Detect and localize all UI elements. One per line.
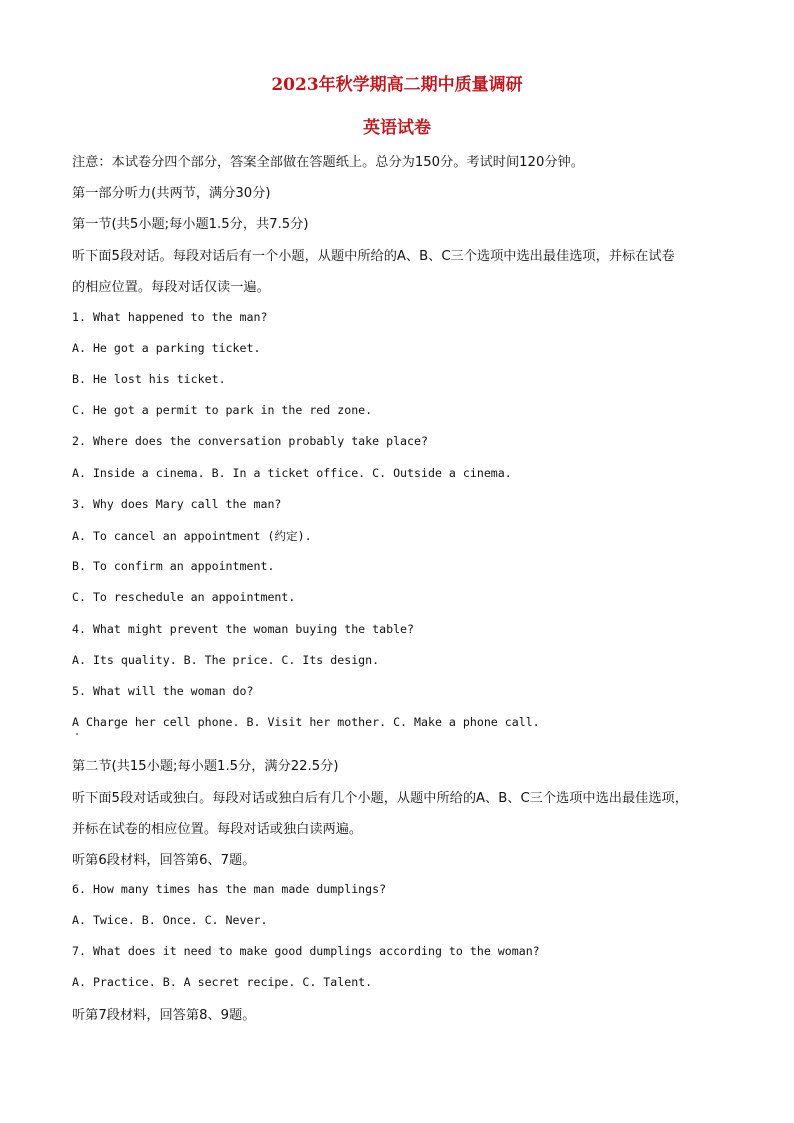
question-4: 4. What might prevent the woman buying the table? — [72, 622, 415, 636]
question-2: 2. Where does the conversation probably take place? — [72, 434, 428, 448]
section-two-directions: 听下面5段对话或独白。每段对话或独白后有几个小题，从题中所给的A、B、C三个选项中选出最佳选项， — [72, 791, 688, 806]
section-one-directions: 听下面5段对话。每段对话后有一个小题，从题中所给的A、B、C三个选项中选出最佳选项，并标在试卷 — [72, 249, 675, 264]
question-3: 3. Why does Mary call the man? — [72, 497, 282, 511]
section-two-directions-cont: 并标在试卷的相应位置。每段对话或独白读两遍。 — [72, 822, 363, 837]
material-6-heading: 听第6段材料，回答第6、7题。 — [72, 853, 256, 868]
option-1a: A. He got a parking ticket. — [72, 341, 261, 355]
stray-mark — [76, 733, 78, 735]
question-6: 6. How many times has the man made dumplings? — [72, 882, 387, 896]
option-3b: B. To confirm an appointment. — [72, 559, 275, 573]
options-7: A. Practice. B. A secret recipe. C. Talent. — [72, 975, 373, 989]
section-one-directions-cont: 的相应位置。每段对话仅读一遍。 — [72, 280, 270, 295]
option-1b: B. He lost his ticket. — [72, 372, 226, 386]
material-7-heading: 听第7段材料，回答第8、9题。 — [72, 1008, 256, 1023]
question-7: 7. What does it need to make good dumplings according to the woman? — [72, 944, 540, 958]
question-1: 1. What happened to the man? — [72, 310, 268, 324]
options-4: A. Its quality. B. The price. C. Its design. — [72, 653, 380, 667]
option-3a: A. To cancel an appointment (约定). — [72, 529, 312, 543]
options-2: A. Inside a cinema. B. In a ticket office. C. Outside a cinema. — [72, 466, 512, 480]
exam-title: 2023年秋学期高二期中质量调研 — [271, 75, 523, 95]
options-5: A Charge her cell phone. B. Visit her mother. C. Make a phone call. — [72, 715, 540, 729]
question-5: 5. What will the woman do? — [72, 684, 254, 698]
exam-subtitle: 英语试卷 — [363, 118, 431, 138]
option-1c: C. He got a permit to park in the red zone. — [72, 403, 373, 417]
option-3c: C. To reschedule an appointment. — [72, 590, 296, 604]
options-6: A. Twice. B. Once. C. Never. — [72, 913, 268, 927]
part-one-heading: 第一部分听力(共两节，满分30分) — [72, 186, 271, 201]
section-two-heading: 第二节(共15小题;每小题1.5分，满分22.5分) — [72, 759, 339, 774]
instructions-note: 注意：本试卷分四个部分，答案全部做在答题纸上。总分为150分。考试时间120分钟。 — [72, 155, 584, 170]
section-one-heading: 第一节(共5小题;每小题1.5分，共7.5分) — [72, 217, 309, 232]
